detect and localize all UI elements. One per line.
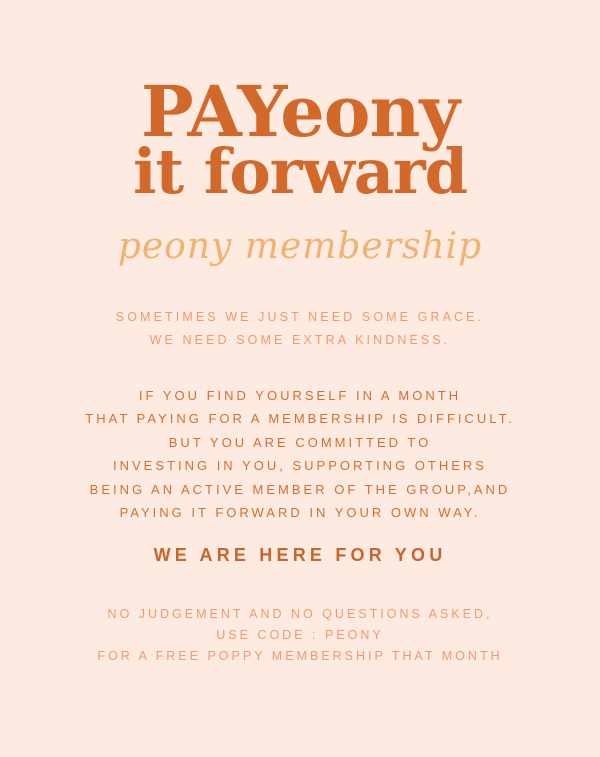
footer-text	[0, 604, 600, 667]
body-line: INVESTING IN YOU, SUPPORTING OTHERS	[113, 458, 487, 474]
body-text	[0, 384, 600, 524]
body-line: THAT PAYING FOR A MEMBERSHIP IS DIFFICULT.	[85, 411, 515, 427]
intro-line: WE NEED SOME EXTRA KINDNESS.	[149, 333, 451, 347]
body-line: PAYING IT FORWARD IN YOUR OWN WAY.	[119, 505, 481, 521]
title-line-1: PAYeony	[140, 70, 460, 153]
body-line: IF YOU FIND YOURSELF IN A MONTH	[138, 388, 462, 403]
footer-line: USE CODE : PEONY	[216, 628, 384, 642]
body-line: BUT YOU ARE COMMITTED TO	[168, 434, 432, 450]
title-line-2: it forward	[132, 135, 468, 208]
footer-line: FOR A FREE POPPY MEMBERSHIP THAT MONTH	[97, 649, 503, 663]
subtitle-script: peony membership	[117, 226, 483, 267]
intro-line: SOMETIMES WE JUST NEED SOME GRACE.	[115, 310, 485, 324]
intro-text	[0, 306, 600, 352]
body-line: BEING AN ACTIVE MEMBER OF THE GROUP,AND	[89, 481, 511, 497]
footer-line: NO JUDGEMENT AND NO QUESTIONS ASKED,	[107, 607, 493, 621]
headline: WE ARE HERE FOR YOU	[153, 545, 447, 565]
